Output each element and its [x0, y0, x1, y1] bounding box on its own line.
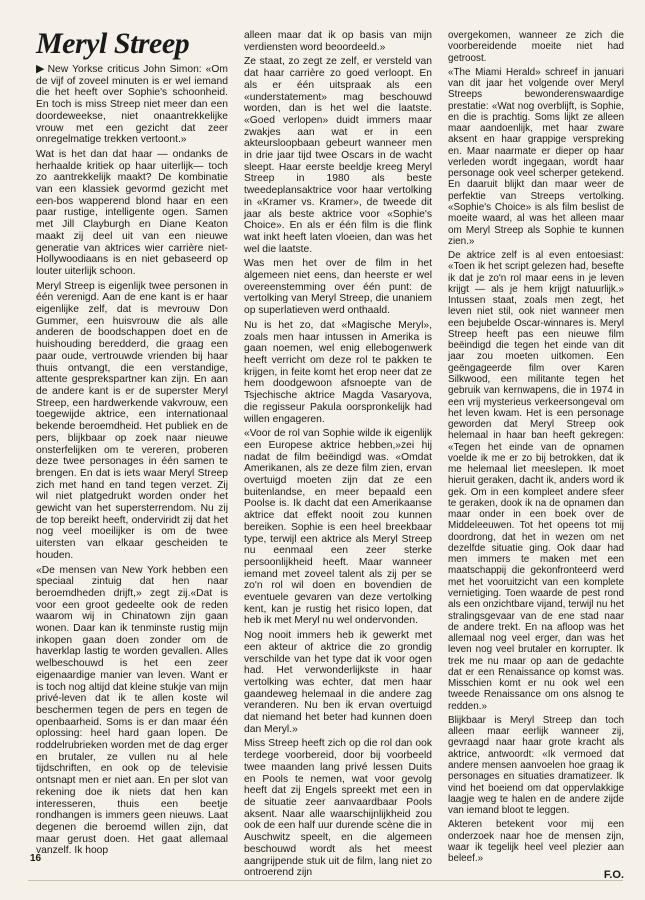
paragraph: «Voor de rol van Sophie wilde ik eigenlijk een Europese aktrice hebben,»zei hij nadat de film beëindigd was. «Omdat Amerikanen, als ze deze film zien, ervan overtuigd moeten zijn dat ze een buitenlandse, en meer bepaald een Poolse is. Ik dacht dat een Amerikaanse aktrice dat effekt nooit zou kunnen bereiken. Sophie is een heel breekbaar type, terwijl een aktrice als Meryl Streep nu eenmaal een zeer sterke persoonlijkheid heeft. Maar wanneer iemand met zoveel talent als zij per se zo'n rol wil doen en bovendien de eventuele gevaren van deze vertolking kent, kan je rustig het risico lopen, dat heb ik met Meryl nu wel ondervonden.: [244, 428, 432, 627]
play-triangle-icon: ▶: [36, 63, 46, 75]
paragraph: alleen maar dat ik op basis van mijn verdiensten word beoordeeld.»: [244, 30, 432, 53]
paragraph: «The Miami Herald» schreef in januari van dit jaar het volgende over Meryl Streeps bewonderenswaardige prestatie: «Wat nog overblijft, is Sophie, en die is prachtig. Soms lijkt ze alleen maar aandoenlijk, met haar zware aksent en haar grappige verspreking en. Maar naarmate er dieper op haar verleden wordt ingegaan, wordt haar personage ook veel scherper getekend. En daaruit blijkt dan maar weer de perfektie van Streeps vertolking. «Sophie's Choice» is als film beslist de moeite waard, al was het alleen maar om Meryl Streep als Sophie te kunnen zien.»: [448, 66, 624, 247]
paragraph: De aktrice zelf is al even entoesiast: «Toen ik het script gelezen had, besefte ik dat je zo'n rol maar eens in je leven krijgt — als je hem krijgt natuurlijk.» Intussen staat, zoals men zegt, het leven niet stil, ook niet wanneer men een bejubelde Oscar-winnares is. Meryl Streep heeft pas een nieuwe film beëindigd die tegen het einde van dit jaar zou moeten uitkomen. Een geëngageerde film over Karen Silkwood, een militante tegen het gebruik van kernwapens, die in 1974 in een vrij mysterieus verkeersongeval om het leven kwam. Het is een personage geworden dat Meryl Streep ook helemaal in haar ban heeft gekregen: «Tegen het einde van de opnamen voelde ik me er zo bij betrokken, dat ik me helemaal liet meeslepen. Ik moet hieruit geraken, dacht ik, anders word ik gek. Om in een kompleet andere sfeer te geraken, dook ik na de opnamen dan maar onder in een boek over de Middeleeuwen. Tot het opeens tot mij doordrong, dat het in wezen om net dezelfde situatie ging. Ook daar had men immers te maken met een maatschappij die gekonfronteerd werd met het vooruitzicht van een komplete vernietiging. Toen waarde de pest rond als een onzichtbare vijand, terwijl nu het stralingsgevaar van de ene stad naar de andere trekt. En na afloop was het allemaal nog veel erger, dan was het leven nog veel brutaler en korrupter. Ik trek me nu maar op aan de gedachte dat er een Renaissance op komst was. Misschien komt er nu ook wel een tweede Renaissance om ons alsnog te redden.»: [448, 250, 624, 712]
paragraph: Meryl Streep is eigenlijk twee personen in één verenigd. Aan de ene kant is er haar eigenlijke zelf, dat is mevrouw Don Gummer, een huisvrouw die als alle anderen de boodschappen doet en de huishouding beredderd, die graag een paar oude, vertrouwde vrienden bij haar thuis ontvangt, die een verstandige, attente gesprekspartner kan zijn. En aan de andere kant is er de superster Meryl Streep, een hardwerkende vakvrouw, een toegewijde aktrice, een internationaal bekende beroemdheid. Het publiek en de pers, blijkbaar op zoek naar nieuwe onsterfelijken om te vereren, proberen deze twee personages in één samen te brengen. En dat is iets waar Meryl Streep zich met hand en tand tegen verzet. Zij wil niet platgedrukt worden onder het gewicht van het supersterrendom. Nu zij de top bereikt heeft, onderviridt zij dat het nog veel moeilijker is om de twee uitersten van elkaar gescheiden te houden.: [36, 280, 228, 561]
column-1: [36, 28, 228, 860]
paragraph: Was men het over de film in het algemeen niet eens, dan heerste er wel overeenstemming over één punt: de vertolking van Meryl Streep, die unaniem op superlatieven werd onthaald.: [244, 258, 432, 317]
paragraph: Wat is het dan dat haar — ondanks de herhaalde kritiek op haar uiterlijk— toch zo aantrekkelijk maakt? De kombinatie van een klassiek gevormd gezicht met een-bos wapperend blond haar en een paar rustige, intelligente ogen. Samen met Jill Clayburgh en Diane Keaton maakt zij deel uit van een nieuwe generatie van aktrices wier carrière niet-Hollywoodiaans is en niet gebaseerd op louter uiterlijk schoon.: [36, 148, 228, 277]
paragraph-text: New Yorkse criticus John Simon: «Om de vijf of zoveel minuten is er wel iemand die het heeft over Sophie's schoonheid. En toch is miss Streep niet meer dan een doordeweekse, niet onaantrekkelijke vrouw met een gezicht dat zeer onregelmatige trekken vertoont.»: [36, 64, 228, 146]
paragraph: Blijkbaar is Meryl Streep dan toch alleen maar eerlijk wanneer zij, gevraagd naar haar grote kracht als aktrice, antwoordt: «Ik vermoed dat andere mensen aanvoelen hoe graag ik personages en situaties dramatizeer. Ik vind het boeiend om dat oppervlakkige laagje weg te halen en de andere zijde van iemand bloot te leggen.: [448, 714, 624, 817]
paragraph: Ze staat, zo zegt ze zelf, er versteld van dat haar carrière zo goed verloopt. En als er één uitspraak als een «understatement» mag beschouwd worden, dan is het wel die laatste. «Goed verlopen» duidt immers maar zwakjes aan wat er in een akteursloopbaan gebeurt wanneer men in drie jaar tijd twee Oscars in de wacht sleept. Haar eerste beeldje kreeg Meryl Streep in 1980 als beste tweedeplansaktrice voor haar vertolking in «Kramer vs. Kramer», de tweede dit jaar als beste aktrice voor «Sophie's Choice». En als er één film is die flink wat inkt heeft laten vloeien, dan was het wel die laatste.: [244, 56, 432, 255]
paragraph: [36, 64, 228, 146]
paragraph: Nog nooit immers heb ik gewerkt met een akteur of aktrice die zo grondig verschilde van het type dat ik voor ogen had. Het verwonderlijkste in haar vertolking was echter, dat men haar gaandeweg helemaal in die andere zag veranderen. Nu ben ik ervan overtuigd dat niemand het beter had kunnen doen dan Meryl.»: [244, 630, 432, 735]
paragraph: overgekomen, wanneer ze zich die voorbereidende moeite niet had getroost.: [448, 30, 624, 64]
author-initials: F.O.: [603, 869, 624, 882]
page-number: 16: [30, 853, 42, 864]
column-3: [448, 30, 624, 882]
paragraph: Miss Streep heeft zich op die rol dan ook terdege voorbereid, door bij voorbeeld twee maanden lang privé lessen Duits en Pools te nemen, wat voor gevolg heeft dat zij Engels spreekt met een in de situatie zeer aanvaardbaar Pools aksent. Naar alle waarschijnlijkheid zou ook de een half uur durende scène die in Auschwitz speelt, en die algemeen beschouwd wordt als het meest aangrijpende stuk uit de film, lang niet zo ontroerend zijn: [244, 738, 432, 879]
column-2: [244, 30, 432, 882]
article-title: Meryl Streep: [36, 27, 190, 60]
footer-divider: [28, 880, 623, 881]
paragraph: Akteren betekent voor mij een onderzoek naar hoe de mensen zijn, waar ik tegelijk heel veel plezier aan beleef.»: [448, 819, 624, 865]
paragraph: «De mensen van New York hebben een speciaal zintuig dat hen naar beroemdheden drijft,» zegt zij.«Dat is voor een groot gedeelte ook de reden waarom wij in Chinatown zijn gaan wonen. Daar kan ik tenminste rustig mijn inkopen gaan doen zonder om de haverklap lastig te worden gevallen. Alles welbeschouwd is het een zeer eigenaardige manier van leven. Want er is toch nog altijd dat kleine stukje van mijn privé-leven dat ik te allen koste wil beschermen tegen de pers en tegen de openbaarheid. Soms is er dan maar één oplossing: heel hard gaan lopen. De roddelrubrieken worden met de dag erger en brutaler, ze vullen nu al hele tijdschriften, en ook op de televisie ontsnapt men er niet aan. En per slot van rekening doe ik niets dat hen kan interesseren, thuis een beetje rondhangen is immers geen nieuws. Laat degenen die beroemd willen zijn, dat maar gerust doen. Het gaat allemaal vanzelf. Ik hoop: [36, 564, 228, 857]
paragraph: Nu is het zo, dat «Magische Meryl», zoals men haar intussen in Amerika is gaan noemen, wel enig ellebogenwerk heeft verricht om deze rol te pakken te krijgen, in feite komt het erop neer dat ze hem doodgewoon afsnoepte van de Tsjechische aktrice Magda Vasaryova, die regisseur Pakula oorspronkelijk had willen engageren.: [244, 319, 432, 425]
